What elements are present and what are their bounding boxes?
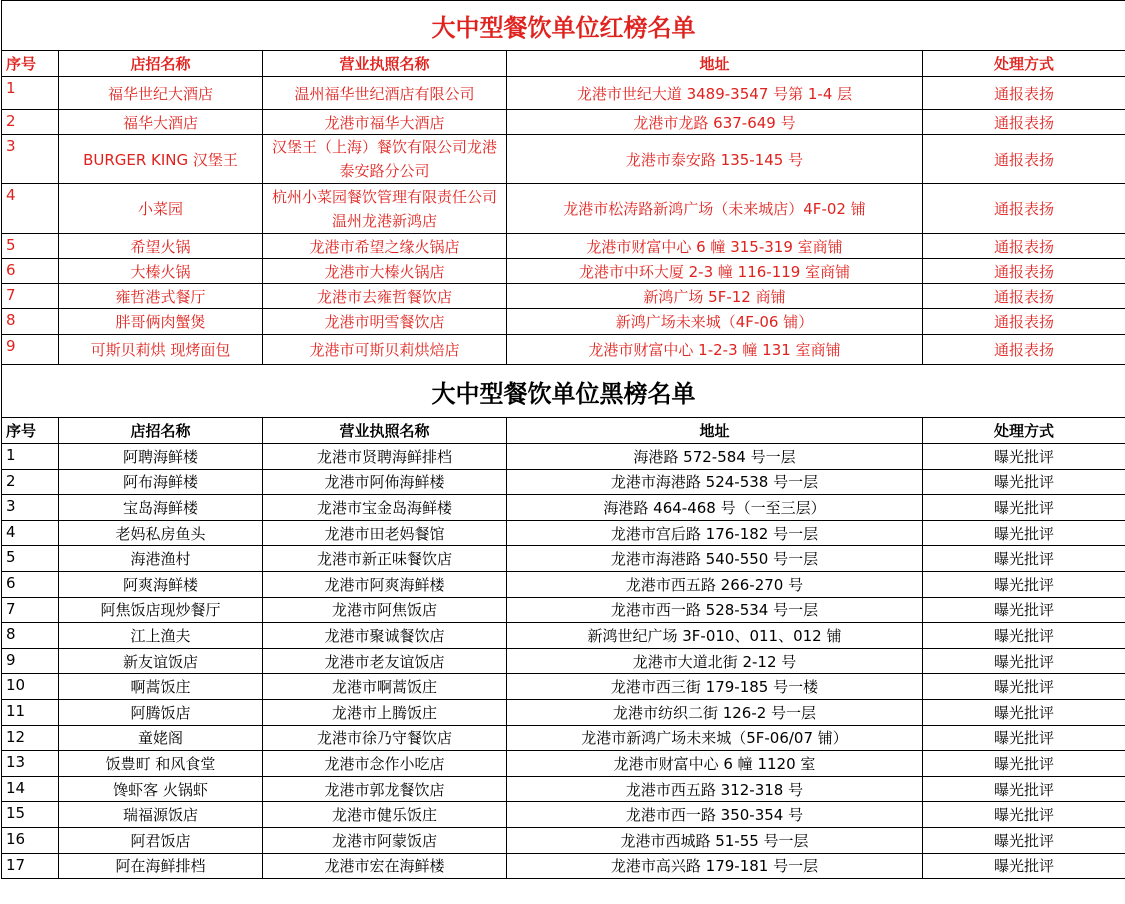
cell-action: 曝光批评 [923, 648, 1125, 674]
cell-address: 龙港市宫后路 176-182 号一层 [507, 520, 923, 546]
cell-action: 曝光批评 [923, 699, 1125, 725]
cell-index: 10 [2, 674, 59, 700]
cell-action: 曝光批评 [923, 751, 1125, 777]
cell-index: 16 [2, 827, 59, 853]
cell-shop-name: 阿聘海鲜楼 [59, 444, 263, 470]
cell-action: 曝光批评 [923, 802, 1125, 828]
table-row [2, 751, 1125, 777]
cell-shop-name: 阿君饭店 [59, 827, 263, 853]
cell-shop-name: 阿在海鲜排档 [59, 853, 263, 879]
cell-index: 5 [2, 546, 59, 572]
cell-index: 9 [2, 648, 59, 674]
cell-address: 龙港市中环大厦 2-3 幢 116-119 室商铺 [507, 259, 923, 284]
table-row [2, 135, 1125, 184]
cell-address: 龙港市世纪大道 3489-3547 号第 1-4 层 [507, 77, 923, 110]
cell-shop-name: 馋虾客 火锅虾 [59, 776, 263, 802]
cell-action: 通报表扬 [923, 110, 1125, 135]
cell-index: 8 [2, 309, 59, 335]
cell-shop-name: 福华世纪大酒店 [59, 77, 263, 110]
table-row [2, 469, 1125, 495]
table-row [2, 184, 1125, 234]
cell-license-name: 龙港市大榛火锅店 [263, 259, 507, 284]
red-list-title: 大中型餐饮单位红榜名单 [2, 1, 1125, 51]
cell-action: 曝光批评 [923, 520, 1125, 546]
cell-index: 6 [2, 571, 59, 597]
cell-index: 2 [2, 110, 59, 135]
cell-action: 通报表扬 [923, 77, 1125, 110]
cell-license-name: 龙港市明雪餐饮店 [263, 309, 507, 335]
cell-address: 龙港市松涛路新鸿广场（未来城店）4F-02 铺 [507, 184, 923, 234]
cell-index: 12 [2, 725, 59, 751]
cell-index: 1 [2, 77, 59, 110]
cell-license-name: 龙港市田老妈餐馆 [263, 520, 507, 546]
cell-action: 通报表扬 [923, 335, 1125, 365]
cell-shop-name: 阿腾饭店 [59, 699, 263, 725]
red-header-action: 处理方式 [923, 51, 1125, 77]
cell-shop-name: 瑞福源饭店 [59, 802, 263, 828]
cell-license-name: 龙港市新正味餐饮店 [263, 546, 507, 572]
cell-license-name: 龙港市阿爽海鲜楼 [263, 571, 507, 597]
table-row [2, 725, 1125, 751]
cell-license-name: 龙港市希望之缘火锅店 [263, 234, 507, 259]
cell-address: 龙港市西城路 51-55 号一层 [507, 827, 923, 853]
black-list-title: 大中型餐饮单位黑榜名单 [2, 365, 1125, 418]
cell-shop-name: 宝岛海鲜楼 [59, 495, 263, 521]
cell-address: 龙港市西五路 312-318 号 [507, 776, 923, 802]
cell-address: 新鸿世纪广场 3F-010、011、012 铺 [507, 623, 923, 649]
cell-address: 龙港市财富中心 6 幢 315-319 室商铺 [507, 234, 923, 259]
cell-action: 通报表扬 [923, 135, 1125, 184]
cell-shop-name: 阿爽海鲜楼 [59, 571, 263, 597]
cell-license-name: 龙港市福华大酒店 [263, 110, 507, 135]
cell-address: 龙港市西三街 179-185 号一楼 [507, 674, 923, 700]
restaurant-list-table [1, 0, 1125, 879]
cell-index: 7 [2, 597, 59, 623]
table-row [2, 520, 1125, 546]
cell-license-name: 龙港市徐乃守餐饮店 [263, 725, 507, 751]
cell-shop-name: 可斯贝莉烘 现烤面包 [59, 335, 263, 365]
cell-shop-name: 小菜园 [59, 184, 263, 234]
cell-index: 15 [2, 802, 59, 828]
cell-action: 通报表扬 [923, 184, 1125, 234]
cell-address: 龙港市泰安路 135-145 号 [507, 135, 923, 184]
cell-action: 曝光批评 [923, 674, 1125, 700]
cell-shop-name: 海港渔村 [59, 546, 263, 572]
cell-license-name: 温州福华世纪酒店有限公司 [263, 77, 507, 110]
cell-action: 曝光批评 [923, 469, 1125, 495]
cell-index: 4 [2, 520, 59, 546]
cell-shop-name: 江上渔夫 [59, 623, 263, 649]
cell-action: 曝光批评 [923, 571, 1125, 597]
cell-license-name: 龙港市聚诚餐饮店 [263, 623, 507, 649]
cell-address: 新鸿广场未来城（4F-06 铺） [507, 309, 923, 335]
table-row [2, 674, 1125, 700]
cell-address: 龙港市财富中心 6 幢 1120 室 [507, 751, 923, 777]
cell-action: 曝光批评 [923, 776, 1125, 802]
table-row [2, 335, 1125, 365]
cell-index: 3 [2, 495, 59, 521]
cell-address: 龙港市海港路 524-538 号一层 [507, 469, 923, 495]
cell-action: 通报表扬 [923, 284, 1125, 309]
cell-license-name: 龙港市健乐饭庄 [263, 802, 507, 828]
cell-address: 龙港市大道北街 2-12 号 [507, 648, 923, 674]
red-list-section [2, 1, 1125, 365]
cell-index: 8 [2, 623, 59, 649]
cell-address: 龙港市高兴路 179-181 号一层 [507, 853, 923, 879]
cell-action: 曝光批评 [923, 597, 1125, 623]
cell-shop-name: 胖哥俩肉蟹煲 [59, 309, 263, 335]
cell-license-name: 龙港市宏在海鲜楼 [263, 853, 507, 879]
cell-index: 17 [2, 853, 59, 879]
red-header-address: 地址 [507, 51, 923, 77]
cell-action: 曝光批评 [923, 495, 1125, 521]
cell-license-name: 龙港市上腾饭庄 [263, 699, 507, 725]
cell-shop-name: 啊蒿饭庄 [59, 674, 263, 700]
cell-license-name: 龙港市郭龙餐饮店 [263, 776, 507, 802]
table-row [2, 495, 1125, 521]
cell-license-name: 龙港市啊蒿饭庄 [263, 674, 507, 700]
table-row [2, 827, 1125, 853]
cell-license-name: 龙港市贤聘海鲜排档 [263, 444, 507, 470]
cell-license-name: 龙港市可斯贝莉烘焙店 [263, 335, 507, 365]
cell-action: 曝光批评 [923, 827, 1125, 853]
cell-address: 龙港市西五路 266-270 号 [507, 571, 923, 597]
cell-index: 4 [2, 184, 59, 234]
cell-license-name: 龙港市老友谊饭店 [263, 648, 507, 674]
black-header-license-name: 营业执照名称 [263, 418, 507, 444]
cell-address: 海港路 572-584 号一层 [507, 444, 923, 470]
cell-license-name: 龙港市去雍哲餐饮店 [263, 284, 507, 309]
cell-address: 龙港市财富中心 1-2-3 幢 131 室商铺 [507, 335, 923, 365]
cell-index: 11 [2, 699, 59, 725]
table-row [2, 110, 1125, 135]
cell-index: 2 [2, 469, 59, 495]
cell-index: 5 [2, 234, 59, 259]
cell-action: 曝光批评 [923, 725, 1125, 751]
cell-shop-name: BURGER KING 汉堡王 [59, 135, 263, 184]
table-row [2, 597, 1125, 623]
cell-shop-name: 老妈私房鱼头 [59, 520, 263, 546]
red-header-shop-name: 店招名称 [59, 51, 263, 77]
red-header-license-name: 营业执照名称 [263, 51, 507, 77]
cell-shop-name: 阿布海鲜楼 [59, 469, 263, 495]
cell-action: 曝光批评 [923, 546, 1125, 572]
table-row [2, 309, 1125, 335]
table-row [2, 699, 1125, 725]
cell-license-name: 龙港市念作小吃店 [263, 751, 507, 777]
black-header-address: 地址 [507, 418, 923, 444]
cell-index: 6 [2, 259, 59, 284]
cell-address: 龙港市纺织二街 126-2 号一层 [507, 699, 923, 725]
cell-action: 通报表扬 [923, 259, 1125, 284]
cell-index: 14 [2, 776, 59, 802]
table-row [2, 284, 1125, 309]
cell-index: 3 [2, 135, 59, 184]
red-header-index: 序号 [2, 51, 59, 77]
cell-license-name: 杭州小菜园餐饮管理有限责任公司温州龙港新鸿店 [263, 184, 507, 234]
table-row [2, 259, 1125, 284]
cell-address: 龙港市海港路 540-550 号一层 [507, 546, 923, 572]
cell-action: 曝光批评 [923, 853, 1125, 879]
cell-action: 通报表扬 [923, 309, 1125, 335]
table-row [2, 648, 1125, 674]
cell-license-name: 汉堡王（上海）餐饮有限公司龙港泰安路分公司 [263, 135, 507, 184]
cell-shop-name: 希望火锅 [59, 234, 263, 259]
table-row [2, 77, 1125, 110]
cell-shop-name: 福华大酒店 [59, 110, 263, 135]
cell-shop-name: 雍哲港式餐厅 [59, 284, 263, 309]
table-row [2, 776, 1125, 802]
cell-address: 龙港市龙路 637-649 号 [507, 110, 923, 135]
table-row [2, 853, 1125, 879]
cell-license-name: 龙港市阿焦饭店 [263, 597, 507, 623]
cell-address: 龙港市西一路 528-534 号一层 [507, 597, 923, 623]
black-list-section [2, 365, 1125, 879]
cell-shop-name: 饭豊町 和风食堂 [59, 751, 263, 777]
cell-address: 海港路 464-468 号（一至三层） [507, 495, 923, 521]
cell-address: 龙港市西一路 350-354 号 [507, 802, 923, 828]
cell-action: 曝光批评 [923, 623, 1125, 649]
table-row [2, 546, 1125, 572]
cell-index: 1 [2, 444, 59, 470]
cell-license-name: 龙港市阿佈海鲜楼 [263, 469, 507, 495]
table-row [2, 234, 1125, 259]
black-header-shop-name: 店招名称 [59, 418, 263, 444]
table-row [2, 571, 1125, 597]
cell-shop-name: 童姥阁 [59, 725, 263, 751]
cell-shop-name: 大榛火锅 [59, 259, 263, 284]
cell-index: 7 [2, 284, 59, 309]
cell-action: 曝光批评 [923, 444, 1125, 470]
cell-address: 龙港市新鸿广场未来城（5F-06/07 铺） [507, 725, 923, 751]
table-row [2, 444, 1125, 470]
cell-index: 13 [2, 751, 59, 777]
cell-shop-name: 新友谊饭店 [59, 648, 263, 674]
black-header-action: 处理方式 [923, 418, 1125, 444]
cell-license-name: 龙港市宝金岛海鲜楼 [263, 495, 507, 521]
black-header-index: 序号 [2, 418, 59, 444]
table-row [2, 623, 1125, 649]
cell-shop-name: 阿焦饭店现炒餐厅 [59, 597, 263, 623]
cell-license-name: 龙港市阿蒙饭店 [263, 827, 507, 853]
table-row [2, 802, 1125, 828]
cell-index: 9 [2, 335, 59, 365]
cell-address: 新鸿广场 5F-12 商铺 [507, 284, 923, 309]
cell-action: 通报表扬 [923, 234, 1125, 259]
